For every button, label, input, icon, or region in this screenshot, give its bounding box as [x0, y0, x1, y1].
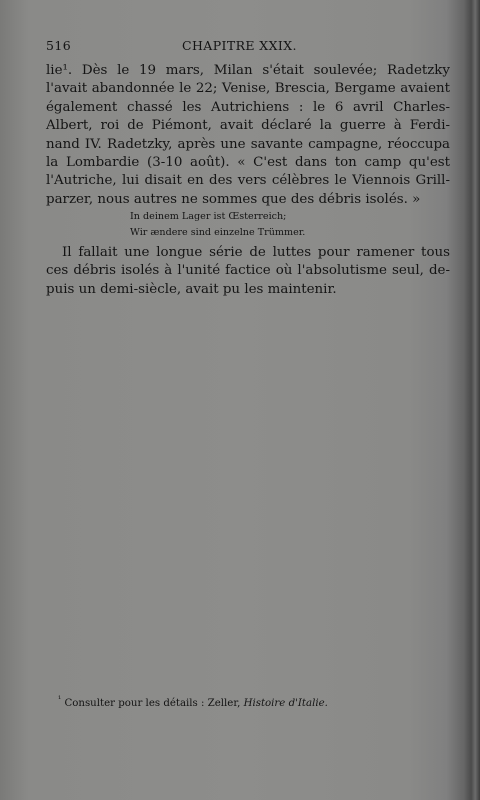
- text-line: nand IV. Radetzky, après une savante campagne, réoccupa: [46, 136, 450, 152]
- text-line: puis un demi-siècle, avait pu les maintenir.: [46, 281, 337, 297]
- running-header: [46, 38, 454, 56]
- text-line: la Lombardie (3-10 août). « C'est dans ton camp qu'est: [46, 154, 450, 170]
- footnote-work-title: Histoire d'Italie.: [243, 698, 328, 709]
- page-number: 516: [46, 38, 72, 53]
- text-line: également chassé les Autrichiens : le 6 avril Charles-: [46, 99, 450, 115]
- text-line: parzer, nous autres ne sommes que des débris isolés. »: [46, 191, 421, 207]
- footnote-text: Consulter pour les détails : Zeller,: [64, 698, 244, 709]
- verse-line: In deinem Lager ist Œsterreich;: [130, 211, 287, 222]
- text-line: l'avait abandonnée le 22; Venise, Brescia, Bergame avaient: [46, 81, 450, 97]
- text-line: Albert, roi de Piémont, avait déclaré la guerre à Ferdi-: [46, 118, 450, 134]
- text-line: ces débris isolés à l'unité factice où l'absolutisme seul, de-: [46, 263, 450, 279]
- verse-line: Wir ændere sind einzelne Trümmer.: [130, 226, 306, 238]
- verse-quotation: [130, 209, 305, 240]
- footnote-marker: ¹: [58, 694, 62, 704]
- text-line: lie¹. Dès le 19 mars, Milan s'était soulevée; Radetzky: [46, 63, 450, 78]
- footnote: [58, 694, 328, 709]
- chapter-title: CHAPITRE XXIX.: [182, 38, 297, 53]
- text-line: Il fallait une longue série de luttes pour ramener tous: [62, 245, 450, 260]
- paragraph-2: [46, 244, 450, 299]
- page-edge-shadow: [464, 0, 480, 800]
- text-line: l'Autriche, lui disait en des vers célèbres le Viennois Grill-: [46, 173, 450, 189]
- paragraph-1: [46, 62, 450, 209]
